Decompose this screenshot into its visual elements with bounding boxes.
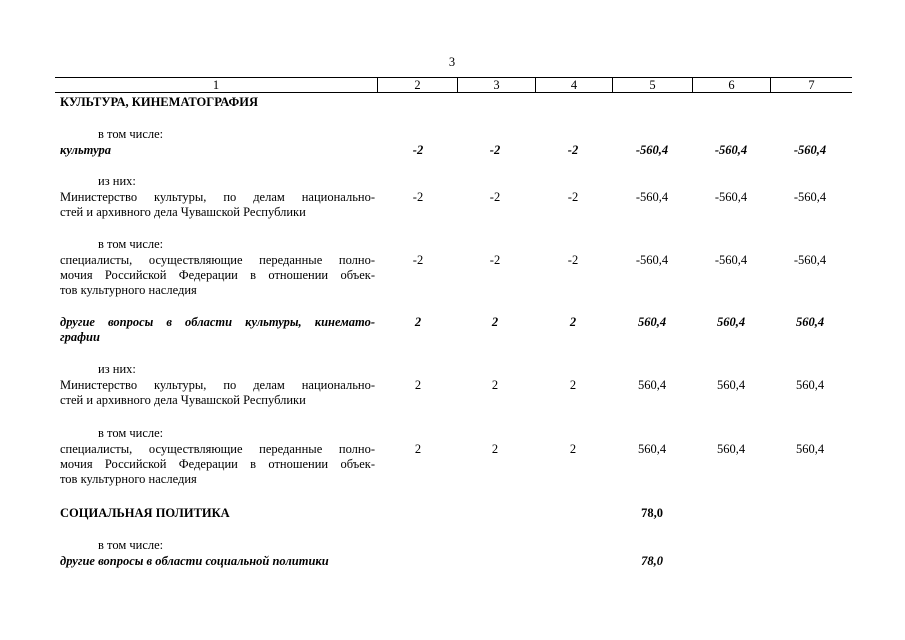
- row-label-other-social: другие вопросы в области социальной политики: [60, 554, 329, 568]
- column-header-3: 3: [493, 78, 500, 92]
- value-specialists-col6: 560,4: [716, 442, 746, 456]
- value-specialists-col7: 560,4: [795, 442, 825, 456]
- of-them-label: из них:: [98, 362, 136, 376]
- column-header-4: 4: [570, 78, 578, 92]
- value-culture-col4: -2: [567, 143, 579, 157]
- value-other-culture-col7: 560,4: [795, 315, 825, 329]
- section-title-social: СОЦИАЛЬНАЯ ПОЛИТИКА: [60, 506, 230, 520]
- value-ministry-col4: -2: [567, 190, 579, 204]
- value-specialists-col5: -560,4: [635, 253, 669, 267]
- value-other-culture-col4: 2: [569, 315, 577, 329]
- value-specialists-col7: -560,4: [793, 253, 827, 267]
- row-label-culture: культура: [60, 143, 111, 157]
- value-specialists-col4: 2: [569, 442, 577, 456]
- value-specialists-col6: -560,4: [714, 253, 748, 267]
- value-ministry-col6: 560,4: [716, 378, 746, 392]
- value-ministry-col5: -560,4: [635, 190, 669, 204]
- including-label: в том числе:: [98, 127, 164, 141]
- value-culture-col7: -560,4: [793, 143, 827, 157]
- value-specialists-col2: 2: [414, 442, 422, 456]
- section-title-culture: КУЛЬТУРА, КИНЕМАТОГРАФИЯ: [60, 95, 258, 109]
- value-ministry-col2: -2: [412, 190, 424, 204]
- row-label-specialists: специалисты, осуществляющие переданные полно- мочия Российской Федерации в отношении объек- тов культурного наследия: [60, 442, 375, 486]
- value-other-culture-col6: 560,4: [716, 315, 746, 329]
- column-header-6: 6: [728, 78, 735, 92]
- value-ministry-col7: -560,4: [793, 190, 827, 204]
- value-ministry-col6: -560,4: [714, 190, 748, 204]
- of-them-label: из них:: [98, 174, 136, 188]
- value-other-culture-col3: 2: [491, 315, 499, 329]
- row-label-other-culture: другие вопросы в области культуры, кинемато- графии: [60, 315, 375, 344]
- row-label-specialists: специалисты, осуществляющие переданные полно- мочия Российской Федерации в отношении объек- тов культурного наследия: [60, 253, 375, 297]
- value-culture-col3: -2: [489, 143, 501, 157]
- column-header-5: 5: [649, 78, 656, 92]
- column-header-1: 1: [212, 78, 220, 92]
- value-culture-col5: -560,4: [635, 143, 669, 157]
- value-ministry-col4: 2: [569, 378, 577, 392]
- value-culture-col6: -560,4: [714, 143, 748, 157]
- table-header-bottom-border: [55, 92, 852, 93]
- value-ministry-col2: 2: [414, 378, 422, 392]
- including-label: в том числе:: [98, 538, 164, 552]
- value-specialists-col4: -2: [567, 253, 579, 267]
- row-label-ministry: Министерство культуры, по делам национально- стей и архивного дела Чувашской Республики: [60, 378, 375, 407]
- value-culture-col2: -2: [412, 143, 424, 157]
- value-ministry-col3: -2: [489, 190, 501, 204]
- value-ministry-col5: 560,4: [637, 378, 667, 392]
- including-label: в том числе:: [98, 426, 164, 440]
- value-other-culture-col2: 2: [414, 315, 422, 329]
- value-specialists-col3: 2: [491, 442, 499, 456]
- value-social-col5: 78,0: [641, 506, 663, 520]
- value-other-social-col5: 78,0: [641, 554, 663, 568]
- column-header-7: 7: [808, 78, 815, 92]
- page-number: 3: [448, 55, 456, 69]
- including-label: в том числе:: [98, 237, 164, 251]
- row-label-ministry: Министерство культуры, по делам национально- стей и архивного дела Чувашской Республики: [60, 190, 375, 219]
- value-ministry-col7: 560,4: [795, 378, 825, 392]
- value-other-culture-col5: 560,4: [637, 315, 667, 329]
- value-specialists-col3: -2: [489, 253, 501, 267]
- value-specialists-col5: 560,4: [637, 442, 667, 456]
- value-ministry-col3: 2: [491, 378, 499, 392]
- value-specialists-col2: -2: [412, 253, 424, 267]
- column-header-2: 2: [414, 78, 421, 92]
